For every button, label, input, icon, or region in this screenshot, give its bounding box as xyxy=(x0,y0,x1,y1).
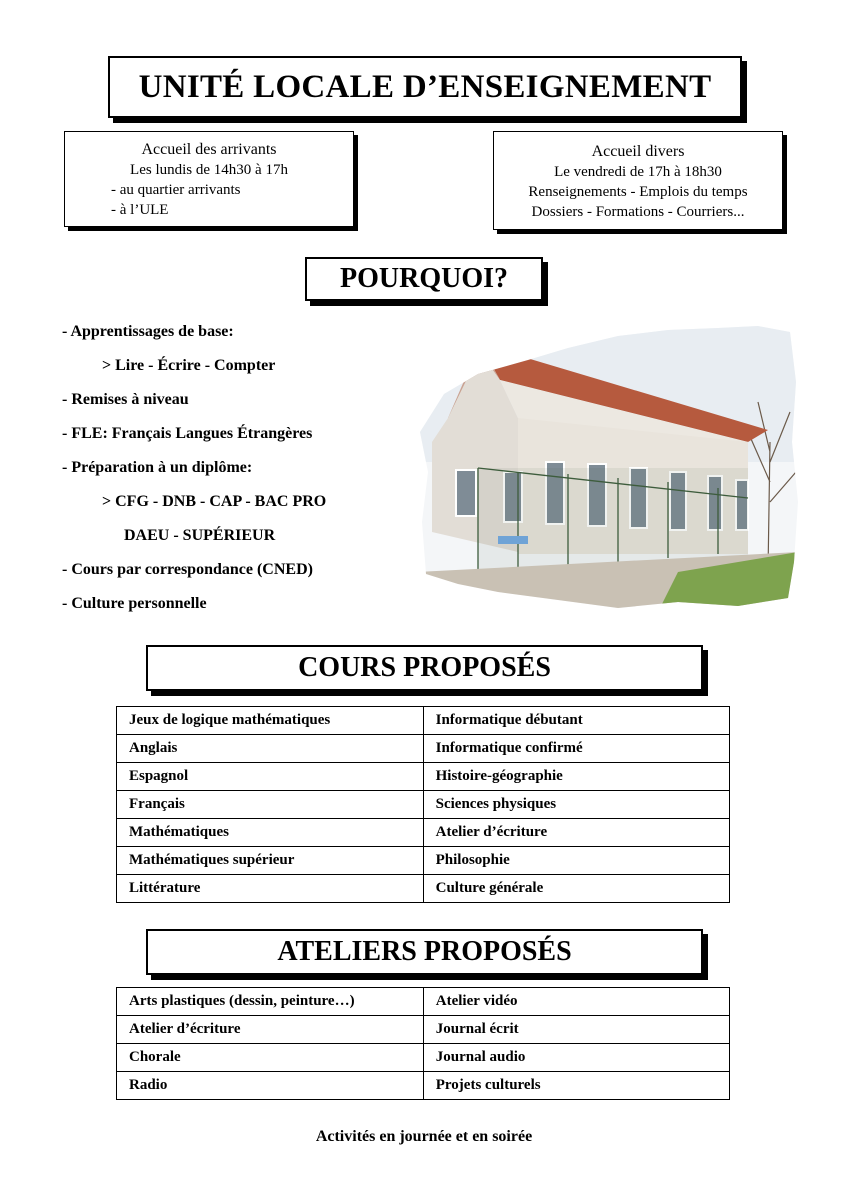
table-cell: Mathématiques xyxy=(117,819,424,847)
accueil-divers-schedule: Le vendredi de 17h à 18h30 xyxy=(554,164,722,180)
cours-table xyxy=(116,706,730,903)
table-cell: Chorale xyxy=(117,1044,424,1072)
ateliers-table xyxy=(116,987,730,1100)
table-cell: Espagnol xyxy=(117,763,424,791)
footer-note: Activités en journée et en soirée xyxy=(315,1128,533,1145)
table-row xyxy=(117,763,730,791)
table-cell: Jeux de logique mathématiques xyxy=(117,707,424,735)
accueil-divers-line: Dossiers - Formations - Courriers... xyxy=(531,204,745,220)
table-row xyxy=(117,1072,730,1100)
table-cell: Mathématiques supérieur xyxy=(117,847,424,875)
table-cell: Radio xyxy=(117,1072,424,1100)
reason-item: - FLE: Français Langues Étrangères xyxy=(62,425,313,442)
table-cell: Anglais xyxy=(117,735,424,763)
pourquoi-title-box xyxy=(305,257,543,301)
reason-subitem: > CFG - DNB - CAP - BAC PRO xyxy=(102,493,327,510)
table-cell: Projets culturels xyxy=(423,1072,729,1100)
table-cell: Journal audio xyxy=(423,1044,729,1072)
accueil-arrivants-place: - à l’ULE xyxy=(111,202,169,218)
table-row xyxy=(117,1016,730,1044)
table-cell: Histoire-géographie xyxy=(423,763,729,791)
ateliers-title: ATELIERS PROPOSÉS xyxy=(277,936,572,967)
page-title-box xyxy=(108,56,742,118)
page-title: UNITÉ LOCALE D’ENSEIGNEMENT xyxy=(138,68,712,105)
accueil-arrivants-heading: Accueil des arrivants xyxy=(141,141,277,158)
accueil-arrivants-box xyxy=(64,131,354,227)
table-row xyxy=(117,1044,730,1072)
table-row xyxy=(117,791,730,819)
reason-subitem: DAEU - SUPÉRIEUR xyxy=(124,527,276,544)
cours-title: COURS PROPOSÉS xyxy=(298,652,551,683)
school-building-photo xyxy=(418,322,798,612)
table-row xyxy=(117,875,730,903)
accueil-divers-box xyxy=(493,131,783,230)
table-cell: Journal écrit xyxy=(423,1016,729,1044)
table-cell: Atelier d’écriture xyxy=(423,819,729,847)
table-row xyxy=(117,707,730,735)
table-cell: Atelier vidéo xyxy=(423,988,729,1016)
table-row xyxy=(117,847,730,875)
table-cell: Littérature xyxy=(117,875,424,903)
table-cell: Français xyxy=(117,791,424,819)
table-row xyxy=(117,988,730,1016)
pourquoi-title: POURQUOI? xyxy=(340,263,508,294)
table-cell: Atelier d’écriture xyxy=(117,1016,424,1044)
table-cell: Informatique confirmé xyxy=(423,735,729,763)
reason-item: - Cours par correspondance (CNED) xyxy=(62,561,313,578)
reason-item: - Apprentissages de base: xyxy=(62,323,234,340)
accueil-divers-line: Renseignements - Emplois du temps xyxy=(528,184,748,200)
accueil-divers-heading: Accueil divers xyxy=(591,143,685,160)
cours-title-box xyxy=(146,645,703,691)
pourquoi-list xyxy=(62,322,422,628)
table-cell: Informatique débutant xyxy=(423,707,729,735)
table-row xyxy=(117,735,730,763)
accueil-arrivants-place: - au quartier arrivants xyxy=(111,182,241,198)
table-row xyxy=(117,819,730,847)
accueil-arrivants-schedule: Les lundis de 14h30 à 17h xyxy=(130,162,288,178)
table-cell: Philosophie xyxy=(423,847,729,875)
reason-item: - Culture personnelle xyxy=(62,595,207,612)
table-cell: Culture générale xyxy=(423,875,729,903)
ateliers-title-box xyxy=(146,929,703,975)
table-cell: Sciences physiques xyxy=(423,791,729,819)
reason-item: - Préparation à un diplôme: xyxy=(62,459,253,476)
reason-item: - Remises à niveau xyxy=(62,391,189,408)
reason-subitem: > Lire - Écrire - Compter xyxy=(102,357,276,374)
table-cell: Arts plastiques (dessin, peinture…) xyxy=(117,988,424,1016)
